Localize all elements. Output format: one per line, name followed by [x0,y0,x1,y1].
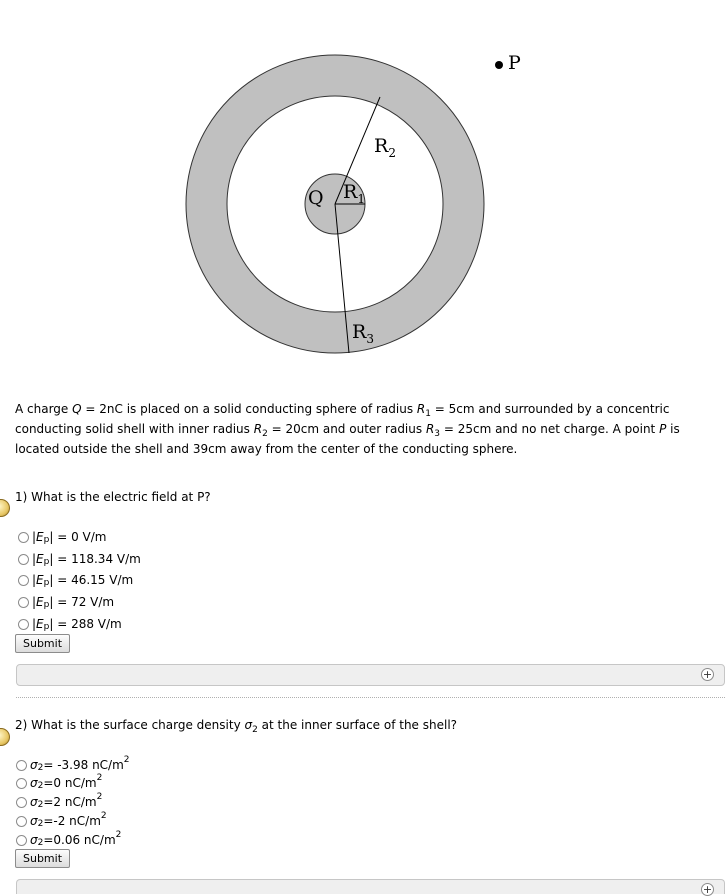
expand-icon[interactable]: + [702,883,713,896]
diagram-figure [0,0,725,390]
question-1-text: What is the electric field at P? [31,490,211,504]
concentric-shell-diagram [0,0,725,390]
expand-icon[interactable]: + [702,668,713,681]
q2-option[interactable]: σ 2 =0 nC/m 2 [16,773,102,793]
question-2-pencil-icon [0,728,10,746]
q2-submit-button[interactable]: Submit [15,849,70,868]
q1-option[interactable]: | E p | = 72 V/m [18,592,114,612]
q2-option[interactable]: σ 2 = -3.98 nC/m 2 [16,755,130,775]
point-p-dot [495,61,503,69]
q1-option[interactable]: | E p | = 118.34 V/m [18,549,141,569]
question-2-text: What is the surface charge density $\sigma_2$ at the inner surface of the shell? [31,718,458,735]
q2-option-radio[interactable] [16,760,27,771]
q1-option-radio[interactable] [18,619,29,630]
q1-feedback-panel[interactable] [16,664,725,686]
question-1-pencil-icon [0,499,10,517]
q1-option[interactable]: | E p | = 46.15 V/m [18,570,133,590]
problem-statement: A charge Q = 2nC is placed on a solid conducting sphere of radius $R_1 = 5cm$ and surrounded by a concentric conducting solid shell with inner radius $R_2 = 20cm$ and outer radius $R_3 = 25cm$ and no net charge. A point P is located outside the shell and 39cm away from the center of the conducting sphere. [15,402,680,456]
q2-feedback-panel[interactable] [16,879,725,894]
r3-label: $R_3$ [352,321,374,346]
q2-option-radio[interactable] [16,835,27,846]
question-2-number: 2) [15,718,28,732]
question-2-header [15,718,458,735]
q2-option[interactable]: σ 2 =2 nC/m 2 [16,792,102,812]
q1-option-radio[interactable] [18,575,29,586]
q2-option-radio[interactable] [16,778,27,789]
q1-option-radio[interactable] [18,597,29,608]
q1-option[interactable]: | E p | = 0 V/m [18,527,106,547]
point-p-label: P [508,52,521,74]
q2-option-radio[interactable] [16,816,27,827]
charge-q-label: Q [308,187,324,209]
r2-label: $R_2$ [374,135,396,160]
question-divider [16,697,725,698]
q1-option-radio[interactable] [18,554,29,565]
q2-option-radio[interactable] [16,797,27,808]
q1-option-radio[interactable] [18,532,29,543]
q1-submit-button[interactable]: Submit [15,634,70,653]
q1-option[interactable]: | E p | = 288 V/m [18,614,122,634]
q2-option[interactable]: σ 2 =-2 nC/m 2 [16,811,107,831]
q2-option[interactable]: σ 2 =0.06 nC/m 2 [16,830,121,850]
question-1-number: 1) [15,490,28,504]
r1-label: $R_1$ [343,181,365,206]
question-1-header [15,490,211,504]
